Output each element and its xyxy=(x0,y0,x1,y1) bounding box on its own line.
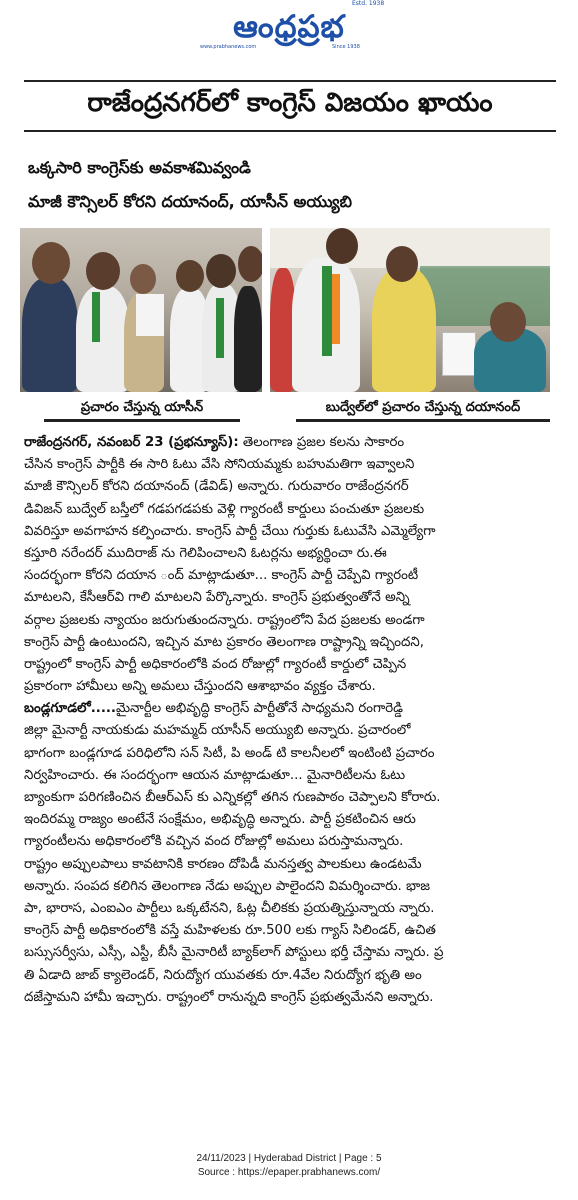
article-body xyxy=(24,432,556,1009)
paragraph-1 xyxy=(24,432,556,698)
text-line: నిర్వహించారు. ఈ సందర్భంగా ఆయన మాట్లాడుతూ... మైనారిటీలను ఓటు xyxy=(24,767,406,783)
text-line: భాగంగా బండ్లగూడ పరిధిలోని సన్ సిటీ, పి అండ్ టి కాలనీలలో ఇంటింటి ప్రచారం xyxy=(24,745,435,761)
subhead-1: ఒక్కసారి కాంగ్రెస్‌కు అవకాశమివ్వండి xyxy=(28,158,251,177)
subsection-lead: బండ్లగూడలో..... xyxy=(24,701,116,717)
headline-box xyxy=(24,80,556,132)
dateline: రాజేంద్రనగర్, నవంబర్ 23 (ప్రభన్యూస్): xyxy=(24,435,239,450)
text-line: గ్యారంటీలను అధికారంలోకి వచ్చిన వంద రోజుల్లో అమలు పరుస్తామన్నారు. xyxy=(24,834,404,850)
established-note: Estd. 1938 xyxy=(352,0,385,7)
text-line xyxy=(24,698,556,720)
newspaper-logo: ఆంధ్రప్రభ xyxy=(233,9,345,45)
text-line: వివరిస్తూ అవగాహన కల్పించారు. కాంగ్రెస్ పార్టీ చేయి గుర్తుకు ఓటువేసి ఎమ్మెల్యేగా xyxy=(24,523,436,539)
footer xyxy=(0,1152,578,1180)
logo-tagline-right: Since 1938 xyxy=(332,44,360,50)
footer-date-page: 24/11/2023 | Hyderabad District | Page : 5 xyxy=(196,1153,382,1164)
text-line: కస్తూరి నరేందర్ ముదిరాజ్ ను గెలిపించాలని ఓటర్లను అభ్యర్థించా రు.ఈ xyxy=(24,545,387,561)
text-line: ఇందిరమ్మ రాజ్యం అంటేనే సంక్షేమం, అభివృద్ధి అన్నారు. పార్టీ ప్రకటించిన ఆరు xyxy=(24,812,416,828)
logo-tagline-left: www.prabhanews.com xyxy=(200,44,257,50)
masthead xyxy=(0,0,578,58)
paragraph-2 xyxy=(24,698,556,1009)
footer-source-link[interactable]: Source : https://epaper.prabhanews.com/ xyxy=(197,1167,381,1178)
text-line: చేసిన కాంగ్రెస్ పార్టీకి ఈ సారి ఓటు వేసి సోనియమ్మకు బహుమతిగా ఇవ్వాలని xyxy=(24,457,415,473)
text-line: వర్గాల ప్రజలకు న్యాయం జరుగుతుందన్నారు. రాష్ట్రంలోని పేద ప్రజలకు అండగా xyxy=(24,612,425,628)
photo-campaign-dayanand xyxy=(270,228,550,392)
headline: రాజేంద్రనగర్‌లో కాంగ్రెస్ విజయం ఖాయం xyxy=(87,88,493,118)
text-line-part: మైనార్టీల అభివృద్ధి కాంగ్రెస్ పార్టీతోనే సాధ్యమని రంగారెడ్డి xyxy=(115,701,403,717)
text-line: దజేస్తామని హామీ ఇచ్చారు. రాష్ట్రంలో రానున్నది కాంగ్రెస్ ప్రభుత్వమేనని అన్నారు. xyxy=(24,989,434,1005)
text-line: డివిజన్ బుద్వేల్ బస్తీలో గడపగడపకు వెళ్లి గ్యారంటీ కార్డులు పంచుతూ ప్రజలకు xyxy=(24,501,425,517)
text-line: అన్నారు. సంపద కలిగిన తెలంగాణ నేడు అప్పుల పాలైందని విమర్శించారు. భాజ xyxy=(24,878,430,894)
text-line: కాంగ్రెస్ పార్టీ అధికారంలోకి వస్తే మహిళలకు రూ.500 లకు గ్యాస్ సిలిండర్, ఉచిత xyxy=(24,923,436,939)
text-line: కాంగ్రెస్ పార్టీ ఉంటుందని, ఇచ్చిన మాట ప్రకారం తెలంగాణ రాష్ట్రాన్ని ఇచ్చిందని, xyxy=(24,634,424,650)
text-line: మాజీ కౌన్సిలర్ కోరని దయానంద్ (డేవిడ్) అన్నారు. గురువారం రాజేంద్రనగర్ xyxy=(24,479,409,495)
photo-caption-2: బుద్వేల్‌లో ప్రచారం చేస్తున్న దయానంద్ xyxy=(296,398,550,422)
text-line: సందర్భంగా కోరని దయాన ంద్ మాట్లాడుతూ... కాంగ్రెస్ పార్టీ చెప్పేవి గ్యారంటీ xyxy=(24,568,419,584)
text-line: మాటలని, కేసీఆర్‌వి గాలి మాటలని పేర్కొన్నారు. కాంగ్రెస్ ప్రభుత్వంతోనే అన్ని xyxy=(24,590,410,606)
text-line: పా, భారాస, ఎంఐఎం పార్టీలు ఒక్కటేనని, ఓట్ల చీలికకు ప్రయత్నిస్తున్నాయ న్నారు. xyxy=(24,900,435,916)
text-line: రాష్ట్రంలో కాంగ్రెస్ పార్టీ అధికారంలోకి వంద రోజుల్లో గ్యారంటీ కార్డులో చెప్పిన xyxy=(24,656,407,672)
text-line: తి ఏడాది జాబ్ క్యాలెండర్, నిరుద్యోగ యువతకు రూ.4వేల నిరుద్యోగ భృతి అం xyxy=(24,967,422,983)
photo-caption-1: ప్రచారం చేస్తున్న యాసీన్ xyxy=(44,398,240,422)
photo-campaign-yaseen xyxy=(20,228,262,392)
text-line: రాష్ట్రం అప్పులపాలు కావటానికి కారణం దోపిడీ మనస్తత్వ పాలకులు ఉండటమే xyxy=(24,856,422,872)
text-line: ప్రకారంగా హామీలు అన్ని అమలు చేస్తుందని ఆశాభావం వ్యక్తం చేశారు. xyxy=(24,679,376,695)
subhead-2: మాజీ కౌన్సిలర్ కోరని దయానంద్, యాసీన్ అయ్యుబి xyxy=(28,192,352,211)
text-line xyxy=(24,432,556,454)
text-line: జిల్లా మైనార్టీ నాయకుడు మహమ్మద్ యాసీన్ అయ్యుబి అన్నారు. ప్రచారంలో xyxy=(24,723,411,739)
text-line: బస్సుసర్వీసు, ఎస్సీ, ఎస్టీ, బీసీ మైనారిటీ బ్యాక్‌లాగ్ పోస్టులు భర్తీ చేస్తామ న్నారు. ప్ర xyxy=(24,945,444,961)
text-line: బ్యాంకుగా పరిగణించిన బీఆర్ఎస్ కు ఎన్నికల్లో తగిన గుణపాఠం చెప్పాలని కోరారు. xyxy=(24,790,441,805)
text-line-part: తెలంగాణ ప్రజల కలను సాకారం xyxy=(238,435,405,450)
